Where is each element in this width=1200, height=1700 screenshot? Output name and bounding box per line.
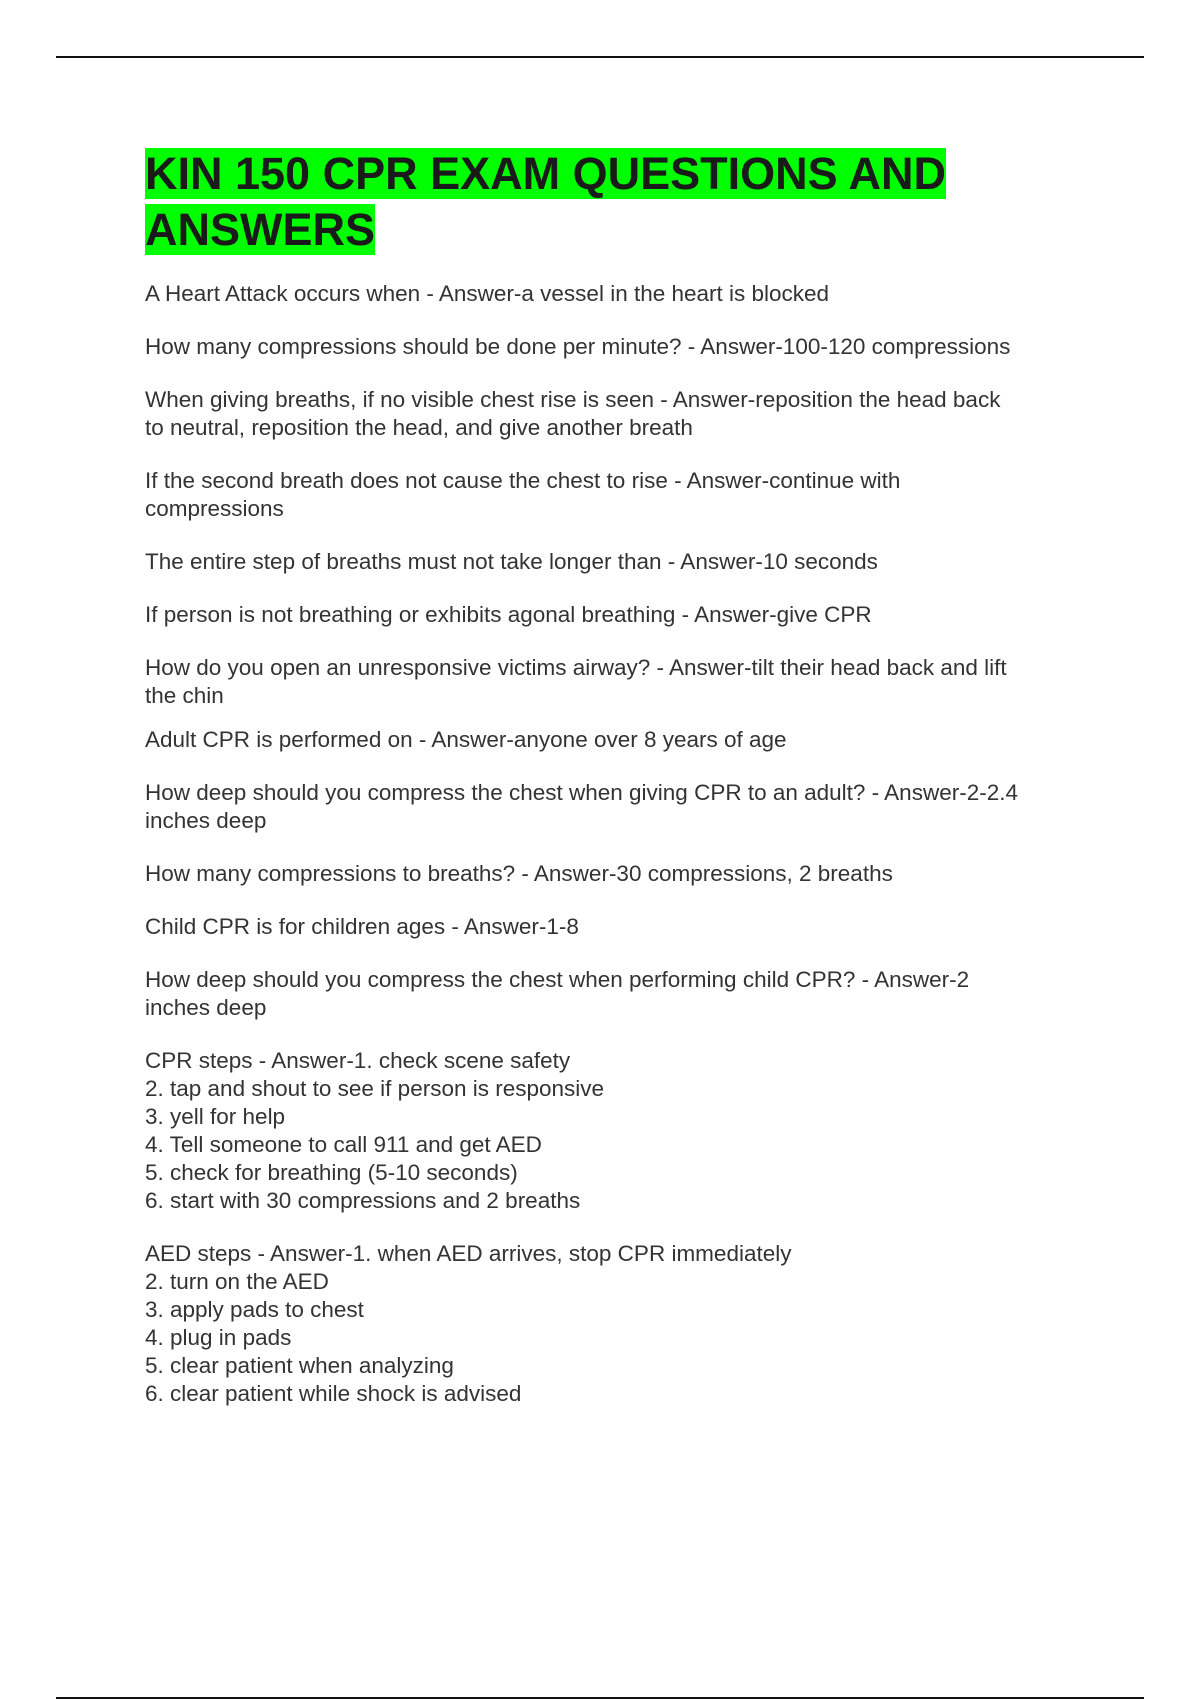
qa-item-2 — [145, 333, 1095, 361]
qa-line: If the second breath does not cause the chest to rise - Answer-continue with — [145, 468, 901, 493]
qa-line: 2. tap and shout to see if person is responsive — [145, 1076, 605, 1101]
qa-line: When giving breaths, if no visible chest rise is seen - Answer-reposition the head back — [145, 387, 1001, 412]
top-rule — [56, 56, 1144, 58]
qa-line: 6. clear patient while shock is advised — [145, 1381, 522, 1406]
qa-line: A Heart Attack occurs when - Answer-a vessel in the heart is blocked — [145, 281, 830, 306]
qa-item-1 — [145, 280, 1095, 308]
qa-item-8 — [145, 726, 1095, 754]
qa-line: 4. plug in pads — [145, 1325, 292, 1350]
qa-line: 5. check for breathing (5-10 seconds) — [145, 1160, 518, 1185]
qa-line: How many compressions should be done per minute? - Answer-100-120 compressions — [145, 334, 1011, 359]
qa-line: compressions — [145, 496, 284, 521]
qa-line: 2. turn on the AED — [145, 1269, 329, 1294]
qa-line: inches deep — [145, 995, 267, 1020]
qa-item-6 — [145, 601, 1095, 629]
qa-line: Child CPR is for children ages - Answer-1-8 — [145, 914, 579, 939]
qa-line: AED steps - Answer-1. when AED arrives, stop CPR immediately — [145, 1241, 792, 1266]
qa-line: the chin — [145, 683, 224, 708]
qa-line: How deep should you compress the chest when performing child CPR? - Answer-2 — [145, 967, 970, 992]
qa-line: Adult CPR is performed on - Answer-anyone over 8 years of age — [145, 727, 787, 752]
qa-line: 3. yell for help — [145, 1104, 286, 1129]
qa-line: CPR steps - Answer-1. check scene safety — [145, 1048, 571, 1073]
qa-line: If person is not breathing or exhibits agonal breathing - Answer-give CPR — [145, 602, 872, 627]
qa-item-11 — [145, 913, 1095, 941]
qa-item-3 — [145, 386, 1095, 442]
qa-item-12 — [145, 966, 1095, 1022]
qa-line: to neutral, reposition the head, and give another breath — [145, 415, 693, 440]
qa-line: 6. start with 30 compressions and 2 breaths — [145, 1188, 581, 1213]
qa-line: 4. Tell someone to call 911 and get AED — [145, 1132, 542, 1157]
qa-item-14 — [145, 1240, 1095, 1408]
qa-item-10 — [145, 860, 1095, 888]
qa-line: The entire step of breaths must not take longer than - Answer-10 seconds — [145, 549, 878, 574]
qa-item-5 — [145, 548, 1095, 576]
qa-line: How many compressions to breaths? - Answer-30 compressions, 2 breaths — [145, 861, 893, 886]
qa-item-13 — [145, 1047, 1095, 1215]
bottom-rule — [56, 1697, 1144, 1699]
qa-line: How deep should you compress the chest when giving CPR to an adult? - Answer-2-2.4 — [145, 780, 1018, 805]
document-body — [145, 146, 1095, 1433]
qa-line: How do you open an unresponsive victims airway? - Answer-tilt their head back and lift — [145, 655, 1007, 680]
qa-item-7 — [145, 654, 1095, 710]
document-title — [145, 146, 1095, 258]
qa-line: 5. clear patient when analyzing — [145, 1353, 454, 1378]
document-title-text: KIN 150 CPR EXAM QUESTIONS AND ANSWERS — [145, 148, 946, 255]
qa-line: inches deep — [145, 808, 267, 833]
qa-line: 3. apply pads to chest — [145, 1297, 364, 1322]
qa-item-9 — [145, 779, 1095, 835]
qa-item-4 — [145, 467, 1095, 523]
